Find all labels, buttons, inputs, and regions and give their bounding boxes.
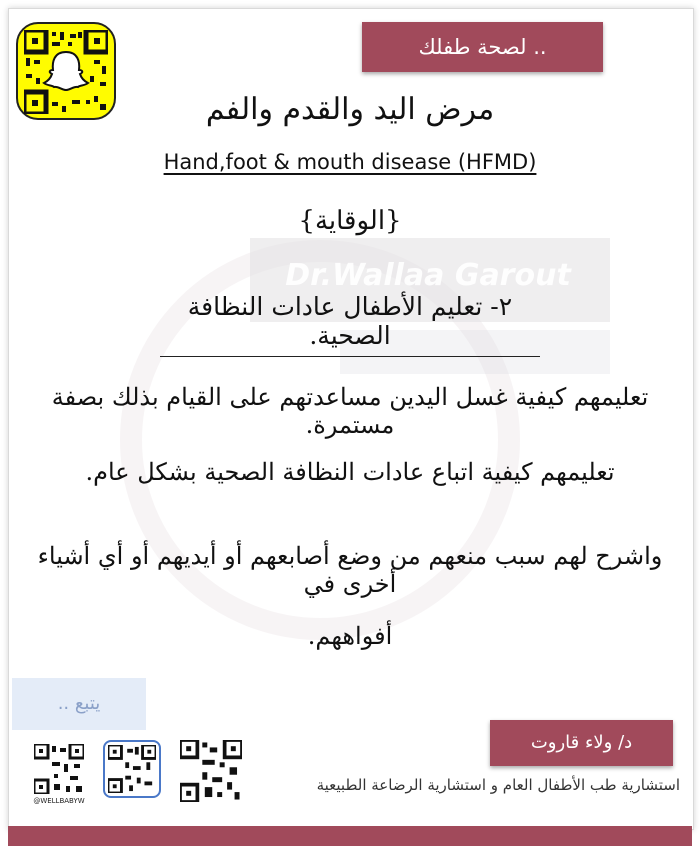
body-line: أفواههم. <box>307 622 393 650</box>
doctor-name-tag: د/ ولاء قاروت <box>490 720 673 766</box>
qr-code-icon[interactable] <box>103 740 161 798</box>
title-english-text: Hand,foot & mouth disease (HFMD) <box>163 150 537 174</box>
watermark-name: Dr.Wallaa Garout <box>285 258 571 293</box>
section-heading: {الوقاية} <box>298 206 402 236</box>
body-line: تعليمهم كيفية اتباع عادات النظافة الصحية بشكل عام. <box>85 458 615 486</box>
page-title-arabic: مرض اليد والقدم والفم <box>205 92 495 127</box>
body-line: واشرح لهم سبب منعهم من وضع أصابعهم أو أيديهم أو أي أشياء أخرى في <box>37 542 663 598</box>
header-tag: لصحة طفلك .. <box>362 22 603 72</box>
qr-code-icon[interactable] <box>180 740 242 806</box>
bottom-accent-bar <box>8 826 692 846</box>
point-heading: ٢- تعليم الأطفال عادات النظافة الصحية. <box>160 292 540 357</box>
follow-badge: يتبع .. <box>12 678 146 730</box>
body-line: تعليمهم كيفية غسل اليدين مساعدتهم على القيام بذلك بصفة مستمرة. <box>51 383 649 439</box>
qr-handle-label: @WELLBABYW <box>33 797 85 805</box>
doctor-credentials: استشارية طب الأطفال العام و استشارية الرضاعة الطبيعية <box>316 776 680 794</box>
page-title-english <box>0 150 700 174</box>
qr-code-icon[interactable] <box>34 744 84 798</box>
